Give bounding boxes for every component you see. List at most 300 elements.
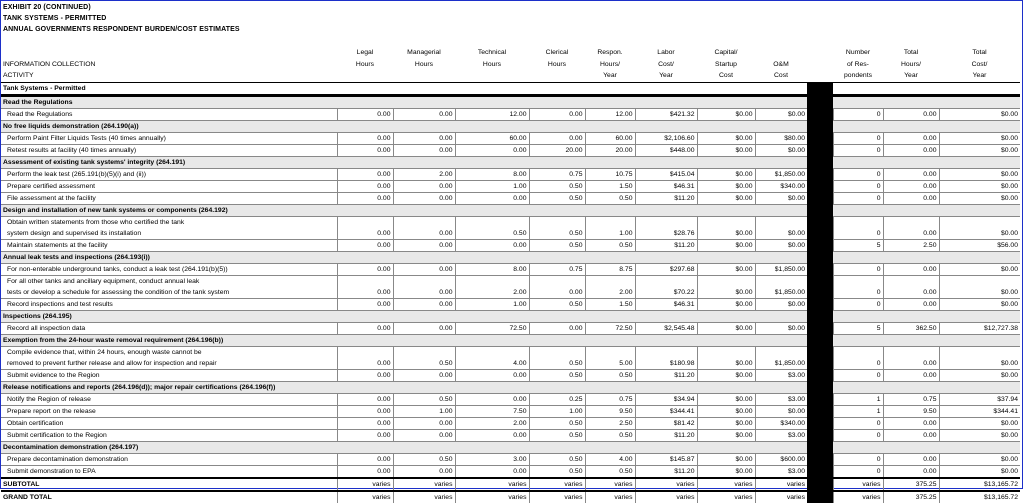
table-row bbox=[1, 216, 1020, 239]
rows.6.v-cell: 0.00 bbox=[883, 168, 939, 180]
rows.3.v-cell: 60.00 bbox=[585, 132, 635, 144]
rows.1.v-cell: $0.00 bbox=[939, 108, 1020, 120]
activity-label: Prepare certified assessment bbox=[1, 180, 337, 192]
rows.7.v-cell: $46.31 bbox=[635, 180, 697, 192]
divider-column bbox=[807, 405, 833, 417]
rows.6.v-cell: 0.75 bbox=[529, 168, 585, 180]
rows.13.v-cell: 0.00 bbox=[393, 263, 455, 275]
rows.20.v-cell: $0.00 bbox=[697, 369, 755, 381]
rows.23.v-cell: 9.50 bbox=[883, 405, 939, 417]
rows.19.v-cell: $0.00 bbox=[939, 346, 1020, 369]
rows.11.v-cell: $56.00 bbox=[939, 239, 1020, 251]
rows.25.v-cell: 0.00 bbox=[455, 429, 529, 441]
rows.28.v-cell: 0.00 bbox=[883, 465, 939, 478]
rows.14.v-cell: 0 bbox=[833, 275, 883, 298]
table-row bbox=[1, 465, 1020, 478]
rows.24.v-cell: $0.00 bbox=[939, 417, 1020, 429]
rows.14.v-cell: $0.00 bbox=[939, 275, 1020, 298]
rows.28.v-cell: $0.00 bbox=[697, 465, 755, 478]
divider-column bbox=[807, 381, 833, 393]
rows.7.v-cell: 1.50 bbox=[585, 180, 635, 192]
rows.17.v-cell: 0.00 bbox=[529, 322, 585, 334]
rows.25.v-cell: 0 bbox=[833, 429, 883, 441]
section-label: Design and installation of new tank systems or components (264.192) bbox=[1, 204, 807, 216]
rows.11.v-cell: $0.00 bbox=[697, 239, 755, 251]
rows.4.v-cell: $0.00 bbox=[755, 144, 807, 156]
table-row bbox=[1, 168, 1020, 180]
rows.27.v-cell: 0.50 bbox=[393, 453, 455, 465]
activity-label: Retest results at facility (40 times annually) bbox=[1, 144, 337, 156]
rows.17.v-cell: $0.00 bbox=[697, 322, 755, 334]
rows.11.v-cell: $11.20 bbox=[635, 239, 697, 251]
totals.0.v-cell: varies bbox=[455, 478, 529, 491]
rows.10.v-cell: 0.00 bbox=[393, 216, 455, 239]
rows.17.v-cell: 5 bbox=[833, 322, 883, 334]
rows.28.v-cell: 0.50 bbox=[585, 465, 635, 478]
divider-column bbox=[807, 168, 833, 180]
divider-column bbox=[807, 453, 833, 465]
rows.11.v-cell: $0.00 bbox=[755, 239, 807, 251]
rows.17.v-cell: 72.50 bbox=[585, 322, 635, 334]
rows.27.v-cell: 3.00 bbox=[455, 453, 529, 465]
rows.27.v-cell: 4.00 bbox=[585, 453, 635, 465]
rows.19.v-cell: $180.98 bbox=[635, 346, 697, 369]
rows.23.v-cell: $0.00 bbox=[755, 405, 807, 417]
rows.14.v-cell: $70.22 bbox=[635, 275, 697, 298]
rows.20.v-cell: $11.20 bbox=[635, 369, 697, 381]
activity-label-line-2: tests or develop a schedule for assessing the condition of the tank system bbox=[7, 288, 230, 296]
section-header-row bbox=[1, 204, 1020, 216]
activity-label: Perform Paint Filter Liquids Tests (40 times annually) bbox=[1, 132, 337, 144]
rows.27.v-cell: 0.00 bbox=[337, 453, 393, 465]
rows.8.v-cell: $0.00 bbox=[755, 192, 807, 204]
rows.1.v-cell: 0.00 bbox=[337, 108, 393, 120]
rows.14.v-cell: 0.00 bbox=[393, 275, 455, 298]
rows.3.v-cell: 0.00 bbox=[529, 132, 585, 144]
header-respondents-2: of Res- bbox=[847, 60, 869, 68]
divider-column bbox=[807, 251, 833, 263]
rows.4.v-cell: 0.00 bbox=[393, 144, 455, 156]
rows.15.v-cell: 1.50 bbox=[585, 298, 635, 310]
rows.13.v-cell: 8.00 bbox=[455, 263, 529, 275]
activity-label: Prepare report on the release bbox=[1, 405, 337, 417]
section-label: Annual leak tests and inspections (264.193(i)) bbox=[1, 251, 807, 263]
header-respon: Respon. bbox=[597, 49, 623, 56]
rows.28.v-cell: 0.00 bbox=[337, 465, 393, 478]
section-header-row bbox=[1, 310, 1020, 322]
rows.7.v-cell: $0.00 bbox=[697, 180, 755, 192]
divider-column bbox=[807, 310, 833, 322]
rows.6.v-cell: $415.04 bbox=[635, 168, 697, 180]
rows.22.v-cell: 0.50 bbox=[393, 393, 455, 405]
rows.3.v-cell: $2,106.60 bbox=[635, 132, 697, 144]
rows.28.v-cell: $0.00 bbox=[939, 465, 1020, 478]
activity-label bbox=[1, 216, 337, 239]
section-label: Inspections (264.195) bbox=[1, 310, 807, 322]
header-legal: Legal bbox=[356, 49, 374, 56]
rows.6.v-cell: $1,850.00 bbox=[755, 168, 807, 180]
rows.4.v-cell: 0.00 bbox=[337, 144, 393, 156]
divider-column bbox=[807, 192, 833, 204]
rows.13.v-cell: $0.00 bbox=[697, 263, 755, 275]
totals.0.v-cell: varies bbox=[697, 478, 755, 491]
table-title: Tank Systems - Permitted bbox=[1, 82, 807, 94]
header-technical: Technical bbox=[477, 49, 507, 56]
rows.15.v-cell: $46.31 bbox=[635, 298, 697, 310]
activity-label-line-1: Compile evidence that, within 24 hours, enough waste cannot be bbox=[7, 348, 202, 356]
rows.17.v-cell: 0.00 bbox=[393, 322, 455, 334]
header-legal-2: Hours bbox=[355, 60, 375, 68]
activity-label-line-1: Obtain written statements from those who certified the tank bbox=[7, 218, 185, 226]
rows.22.v-cell: 0.75 bbox=[883, 393, 939, 405]
rows.15.v-cell: $0.00 bbox=[697, 298, 755, 310]
rows.4.v-cell: 20.00 bbox=[585, 144, 635, 156]
rows.15.v-cell: 0.00 bbox=[393, 298, 455, 310]
rows.24.v-cell: 0.00 bbox=[337, 417, 393, 429]
table-row bbox=[1, 369, 1020, 381]
rows.10.v-cell: 0.50 bbox=[455, 216, 529, 239]
totals.1.v-cell: varies bbox=[755, 491, 807, 503]
header-respondents: Number bbox=[845, 49, 871, 56]
table-row bbox=[1, 132, 1020, 144]
table-row bbox=[1, 192, 1020, 204]
totals.1.v-cell: $13,165.72 bbox=[939, 491, 1020, 503]
rows.4.v-cell: 0.00 bbox=[455, 144, 529, 156]
table-row bbox=[1, 108, 1020, 120]
totals.0.v-cell: varies bbox=[833, 478, 883, 491]
rows.20.v-cell: $0.00 bbox=[939, 369, 1020, 381]
rows.20.v-cell: 0.00 bbox=[337, 369, 393, 381]
rows.1.v-cell: 0.00 bbox=[529, 108, 585, 120]
totals.0.v-cell: 375.25 bbox=[883, 478, 939, 491]
rows.11.v-cell: 5 bbox=[833, 239, 883, 251]
rows.15.v-cell: $0.00 bbox=[939, 298, 1020, 310]
header-managerial-2: Hours bbox=[414, 60, 434, 68]
rows.19.v-cell: $1,850.00 bbox=[755, 346, 807, 369]
divider-column bbox=[807, 298, 833, 310]
rows.19.v-cell: 0.00 bbox=[883, 346, 939, 369]
rows.28.v-cell: $11.20 bbox=[635, 465, 697, 478]
divider-column bbox=[807, 322, 833, 334]
divider-column bbox=[807, 239, 833, 251]
section-label: Assessment of existing tank systems' integrity (264.191) bbox=[1, 156, 807, 168]
divider-column bbox=[807, 465, 833, 478]
rows.8.v-cell: 0.00 bbox=[455, 192, 529, 204]
table-row bbox=[1, 144, 1020, 156]
rows.3.v-cell: 0.00 bbox=[337, 132, 393, 144]
rows.11.v-cell: 0.50 bbox=[585, 239, 635, 251]
rows.7.v-cell: 0 bbox=[833, 180, 883, 192]
totals.0.v-cell: varies bbox=[337, 478, 393, 491]
section-label: Exemption from the 24-hour waste removal requirement (264.196(b)) bbox=[1, 334, 807, 346]
divider-column bbox=[807, 144, 833, 156]
rows.25.v-cell: $3.00 bbox=[755, 429, 807, 441]
rows.8.v-cell: 0.00 bbox=[883, 192, 939, 204]
rows.19.v-cell: 0.50 bbox=[529, 346, 585, 369]
divider-column bbox=[807, 120, 833, 132]
rows.13.v-cell: 0.75 bbox=[529, 263, 585, 275]
exhibit-title: EXHIBIT 20 (CONTINUED) bbox=[3, 4, 91, 11]
total-label: GRAND TOTAL bbox=[1, 491, 337, 503]
rows.15.v-cell: 0.00 bbox=[883, 298, 939, 310]
rows.3.v-cell: 0.00 bbox=[883, 132, 939, 144]
rows.8.v-cell: $11.20 bbox=[635, 192, 697, 204]
activity-label: Obtain certification bbox=[1, 417, 337, 429]
rows.7.v-cell: 0.50 bbox=[529, 180, 585, 192]
activity-label: Submit evidence to the Region bbox=[1, 369, 337, 381]
rows.7.v-cell: 0.00 bbox=[883, 180, 939, 192]
header-capital: Capital/ bbox=[714, 49, 738, 56]
rows.14.v-cell: $0.00 bbox=[697, 275, 755, 298]
rows.20.v-cell: $3.00 bbox=[755, 369, 807, 381]
rows.1.v-cell: $0.00 bbox=[755, 108, 807, 120]
rows.27.v-cell: 0 bbox=[833, 453, 883, 465]
rows.24.v-cell: 0.00 bbox=[883, 417, 939, 429]
activity-label bbox=[1, 346, 337, 369]
table-row bbox=[1, 393, 1020, 405]
header-capital-3: Cost bbox=[719, 72, 733, 79]
rows.17.v-cell: $12,727.38 bbox=[939, 322, 1020, 334]
header-labor: Labor bbox=[657, 49, 675, 56]
rows.20.v-cell: 0.00 bbox=[393, 369, 455, 381]
total-label: SUBTOTAL bbox=[1, 478, 337, 491]
section-label: No free liquids demonstration (264.190(a)) bbox=[1, 120, 807, 132]
rows.27.v-cell: 0.50 bbox=[529, 453, 585, 465]
rows.23.v-cell: $0.00 bbox=[697, 405, 755, 417]
rows.24.v-cell: 0.50 bbox=[529, 417, 585, 429]
rows.14.v-cell: $1,850.00 bbox=[755, 275, 807, 298]
rows.25.v-cell: 0.00 bbox=[883, 429, 939, 441]
rows.11.v-cell: 0.00 bbox=[455, 239, 529, 251]
rows.17.v-cell: 362.50 bbox=[883, 322, 939, 334]
header-clerical: Clerical bbox=[545, 49, 569, 56]
rows.25.v-cell: $0.00 bbox=[939, 429, 1020, 441]
totals.0.v-cell: varies bbox=[585, 478, 635, 491]
rows.3.v-cell: $80.00 bbox=[755, 132, 807, 144]
rows.19.v-cell: 0.00 bbox=[337, 346, 393, 369]
rows.6.v-cell: $0.00 bbox=[939, 168, 1020, 180]
rows.8.v-cell: 0.50 bbox=[585, 192, 635, 204]
rows.11.v-cell: 0.00 bbox=[393, 239, 455, 251]
totals.1.v-cell: varies bbox=[833, 491, 883, 503]
rows.22.v-cell: 0.75 bbox=[585, 393, 635, 405]
totals.0.v-cell: varies bbox=[529, 478, 585, 491]
rows.10.v-cell: 0.00 bbox=[337, 216, 393, 239]
divider-column bbox=[807, 97, 833, 109]
rows.10.v-cell: 0 bbox=[833, 216, 883, 239]
rows.19.v-cell: 4.00 bbox=[455, 346, 529, 369]
rows.13.v-cell: 8.75 bbox=[585, 263, 635, 275]
divider-column bbox=[807, 393, 833, 405]
rows.24.v-cell: 0 bbox=[833, 417, 883, 429]
table-description: ANNUAL GOVERNMENTS RESPONDENT BURDEN/COST ESTIMATES bbox=[3, 26, 240, 33]
rows.1.v-cell: 0.00 bbox=[393, 108, 455, 120]
rows.23.v-cell: $344.41 bbox=[939, 405, 1020, 417]
rows.20.v-cell: 0.00 bbox=[455, 369, 529, 381]
rows.15.v-cell: $0.00 bbox=[755, 298, 807, 310]
rows.13.v-cell: 0.00 bbox=[337, 263, 393, 275]
header-om-2: Cost bbox=[774, 72, 788, 79]
rows.1.v-cell: 0 bbox=[833, 108, 883, 120]
activity-label: Read the Regulations bbox=[1, 108, 337, 120]
table-row bbox=[1, 263, 1020, 275]
table-row bbox=[1, 322, 1020, 334]
activity-label: For non-enterable underground tanks, conduct a leak test (264.191(b)(5)) bbox=[1, 263, 337, 275]
rows.8.v-cell: $0.00 bbox=[939, 192, 1020, 204]
table-row bbox=[1, 239, 1020, 251]
subtotal-row bbox=[1, 478, 1020, 491]
header-om: O&M bbox=[773, 60, 789, 68]
rows.24.v-cell: 2.50 bbox=[585, 417, 635, 429]
rows.14.v-cell: 0.00 bbox=[883, 275, 939, 298]
header-technical-2: Hours bbox=[482, 60, 502, 68]
rows.25.v-cell: 0.50 bbox=[529, 429, 585, 441]
section-header-row bbox=[1, 97, 1020, 109]
divider-column bbox=[807, 346, 833, 369]
rows.23.v-cell: 1.00 bbox=[393, 405, 455, 417]
rows.4.v-cell: $448.00 bbox=[635, 144, 697, 156]
rows.22.v-cell: $0.00 bbox=[697, 393, 755, 405]
rows.3.v-cell: $0.00 bbox=[939, 132, 1020, 144]
header-row bbox=[1, 47, 1020, 82]
divider-column bbox=[807, 132, 833, 144]
rows.13.v-cell: 0.00 bbox=[883, 263, 939, 275]
activity-label: Submit demonstration to EPA bbox=[1, 465, 337, 478]
rows.28.v-cell: 0.50 bbox=[529, 465, 585, 478]
activity-label: Record all inspection data bbox=[1, 322, 337, 334]
rows.8.v-cell: 0.50 bbox=[529, 192, 585, 204]
rows.25.v-cell: 0.00 bbox=[337, 429, 393, 441]
rows.22.v-cell: 0.00 bbox=[455, 393, 529, 405]
header-total-hours: Total bbox=[903, 49, 919, 56]
rows.11.v-cell: 0.50 bbox=[529, 239, 585, 251]
header-total-cost-2: Cost/ bbox=[971, 60, 988, 68]
header-activity-1: INFORMATION COLLECTION bbox=[3, 60, 96, 68]
rows.22.v-cell: $37.94 bbox=[939, 393, 1020, 405]
rows.20.v-cell: 0.50 bbox=[585, 369, 635, 381]
activity-label: Prepare decontamination demonstration bbox=[1, 453, 337, 465]
divider-column bbox=[807, 204, 833, 216]
divider-column bbox=[807, 108, 833, 120]
section-header-row bbox=[1, 156, 1020, 168]
header-capital-2: Startup bbox=[715, 60, 737, 68]
section-header-row bbox=[1, 120, 1020, 132]
rows.20.v-cell: 0.00 bbox=[883, 369, 939, 381]
rows.19.v-cell: $0.00 bbox=[697, 346, 755, 369]
rows.7.v-cell: 0.00 bbox=[337, 180, 393, 192]
section-label: Decontamination demonstration (264.197) bbox=[1, 441, 807, 453]
rows.4.v-cell: 0 bbox=[833, 144, 883, 156]
rows.4.v-cell: $0.00 bbox=[939, 144, 1020, 156]
rows.19.v-cell: 0.50 bbox=[393, 346, 455, 369]
rows.13.v-cell: $1,850.00 bbox=[755, 263, 807, 275]
table-row bbox=[1, 453, 1020, 465]
rows.4.v-cell: 0.00 bbox=[883, 144, 939, 156]
rows.11.v-cell: 2.50 bbox=[883, 239, 939, 251]
rows.6.v-cell: 8.00 bbox=[455, 168, 529, 180]
rows.22.v-cell: $3.00 bbox=[755, 393, 807, 405]
rows.7.v-cell: $0.00 bbox=[939, 180, 1020, 192]
table-row bbox=[1, 346, 1020, 369]
header-clerical-2: Hours bbox=[547, 60, 567, 68]
header-managerial: Managerial bbox=[407, 49, 441, 56]
section-header-row bbox=[1, 251, 1020, 263]
rows.19.v-cell: 0 bbox=[833, 346, 883, 369]
rows.10.v-cell: $0.00 bbox=[939, 216, 1020, 239]
totals.1.v-cell: varies bbox=[529, 491, 585, 503]
rows.23.v-cell: 0.00 bbox=[337, 405, 393, 417]
rows.4.v-cell: 20.00 bbox=[529, 144, 585, 156]
rows.19.v-cell: 5.00 bbox=[585, 346, 635, 369]
rows.13.v-cell: $0.00 bbox=[939, 263, 1020, 275]
header-total-cost-3: Year bbox=[972, 72, 987, 79]
totals.1.v-cell: 375.25 bbox=[883, 491, 939, 503]
rows.17.v-cell: $2,545.48 bbox=[635, 322, 697, 334]
rows.1.v-cell: 12.00 bbox=[585, 108, 635, 120]
rows.24.v-cell: $81.42 bbox=[635, 417, 697, 429]
rows.23.v-cell: 9.50 bbox=[585, 405, 635, 417]
rows.28.v-cell: 0.00 bbox=[393, 465, 455, 478]
table-subtitle: TANK SYSTEMS - PERMITTED bbox=[3, 15, 107, 22]
divider-column bbox=[807, 441, 833, 453]
header-activity-2: ACTIVITY bbox=[3, 72, 34, 79]
divider-column bbox=[807, 216, 833, 239]
divider-column bbox=[807, 369, 833, 381]
burden-cost-table bbox=[1, 47, 1020, 503]
rows.14.v-cell: 2.00 bbox=[585, 275, 635, 298]
rows.24.v-cell: 0.00 bbox=[393, 417, 455, 429]
activity-label-line-2: system design and supervised its installation bbox=[7, 229, 142, 237]
divider-column bbox=[807, 263, 833, 275]
rows.10.v-cell: 0.00 bbox=[883, 216, 939, 239]
totals.1.v-cell: varies bbox=[393, 491, 455, 503]
activity-label-line-1: For all other tanks and ancillary equipment, conduct annual leak bbox=[7, 277, 200, 285]
table-row bbox=[1, 298, 1020, 310]
rows.17.v-cell: $0.00 bbox=[755, 322, 807, 334]
rows.23.v-cell: 1 bbox=[833, 405, 883, 417]
table-row bbox=[1, 405, 1020, 417]
header-total-cost: Total bbox=[972, 49, 987, 56]
rows.28.v-cell: 0.00 bbox=[455, 465, 529, 478]
rows.7.v-cell: 1.00 bbox=[455, 180, 529, 192]
table-row bbox=[1, 429, 1020, 441]
table-row bbox=[1, 417, 1020, 429]
rows.28.v-cell: 0 bbox=[833, 465, 883, 478]
header-labor-3: Year bbox=[659, 72, 673, 79]
rows.27.v-cell: $600.00 bbox=[755, 453, 807, 465]
rows.6.v-cell: 2.00 bbox=[393, 168, 455, 180]
rows.1.v-cell: 12.00 bbox=[455, 108, 529, 120]
rows.4.v-cell: $0.00 bbox=[697, 144, 755, 156]
rows.6.v-cell: 0.00 bbox=[337, 168, 393, 180]
totals.0.v-cell: varies bbox=[635, 478, 697, 491]
rows.6.v-cell: 0 bbox=[833, 168, 883, 180]
rows.7.v-cell: $340.00 bbox=[755, 180, 807, 192]
rows.3.v-cell: $0.00 bbox=[697, 132, 755, 144]
rows.22.v-cell: 1 bbox=[833, 393, 883, 405]
rows.27.v-cell: $0.00 bbox=[939, 453, 1020, 465]
grand-total-row bbox=[1, 491, 1020, 503]
rows.14.v-cell: 0.00 bbox=[337, 275, 393, 298]
rows.10.v-cell: 0.50 bbox=[529, 216, 585, 239]
totals.0.v-cell: varies bbox=[393, 478, 455, 491]
totals.1.v-cell: varies bbox=[635, 491, 697, 503]
divider-column bbox=[807, 156, 833, 168]
rows.10.v-cell: $0.00 bbox=[697, 216, 755, 239]
rows.23.v-cell: $344.41 bbox=[635, 405, 697, 417]
rows.8.v-cell: 0.00 bbox=[337, 192, 393, 204]
rows.25.v-cell: $11.20 bbox=[635, 429, 697, 441]
